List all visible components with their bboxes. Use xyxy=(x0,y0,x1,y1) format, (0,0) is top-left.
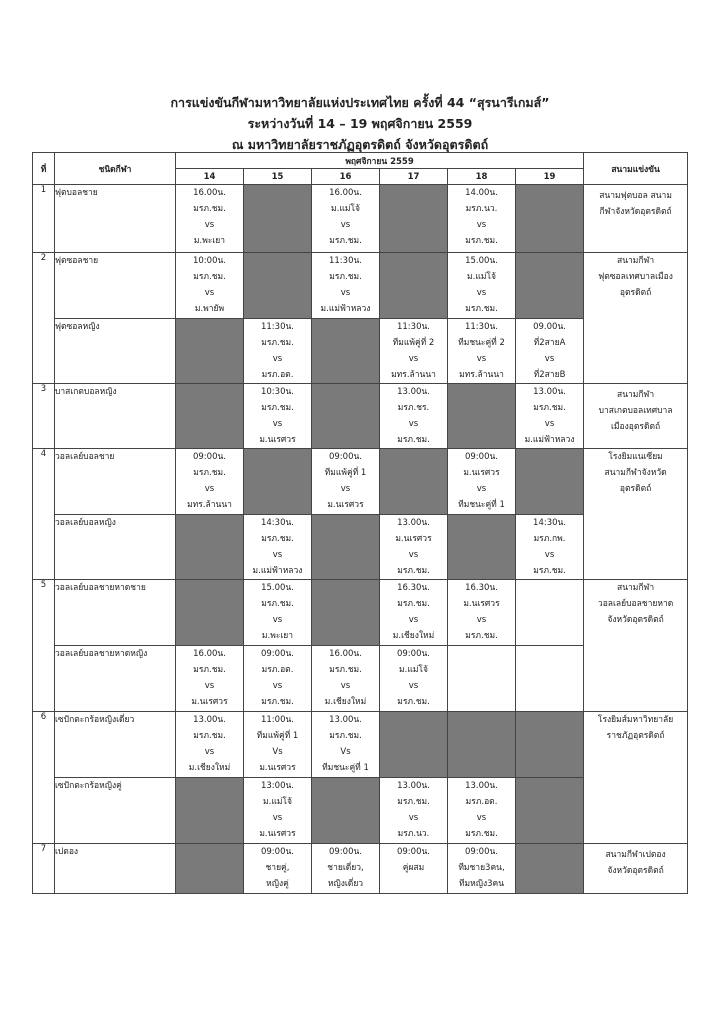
match-line: 09:00น. xyxy=(464,847,498,857)
match-line: ม.พายัพ xyxy=(194,304,225,314)
match-line: 11:30น. xyxy=(260,322,294,332)
match-line: 13.00น. xyxy=(193,715,226,725)
venue-cell xyxy=(584,449,688,580)
venue-line: โรงยิมส์มหาวิทยาลัย xyxy=(597,715,674,725)
title-line: ณ มหาวิทยาลัยราชภัฏอุตรดิตถ์ จังหวัดอุตรดิตถ์ xyxy=(231,137,489,152)
sport-name: เซปักตะกร้อหญิงเดี่ยว xyxy=(55,712,176,778)
match-line: 09:00น. xyxy=(192,452,226,462)
match-line: หญิงเดี่ยว xyxy=(327,879,364,889)
match-line: ทีมหญิง3คน xyxy=(458,879,505,889)
match-cell xyxy=(312,844,380,894)
match-line: 14:30น. xyxy=(533,518,567,528)
venue-cell xyxy=(584,384,688,449)
row-number: 4 xyxy=(33,449,55,580)
match-line: 09:00น. xyxy=(328,847,362,857)
match-line: vs xyxy=(204,288,215,298)
match-line: ม.แม่ฟ้าหลวง xyxy=(524,435,575,445)
no-match-cell xyxy=(516,844,584,894)
schedule-table xyxy=(32,152,688,894)
match-cell xyxy=(380,778,448,844)
match-line: Vs xyxy=(272,747,283,757)
match-line: ทีมแพ้คู่ที่ 1 xyxy=(324,468,367,478)
match-line: 09:00น. xyxy=(396,847,430,857)
venue-line: สนามกีฬาจังหวัด xyxy=(604,468,667,478)
venue-line: บาสเกตบอลเทศบาล xyxy=(598,406,673,416)
match-line: 15.00น. xyxy=(261,583,294,593)
match-line: 13:00น. xyxy=(260,781,294,791)
sport-name: ฟุตซอลหญิง xyxy=(55,319,176,384)
no-match-cell xyxy=(312,580,380,646)
match-line: ม.นเรศวร xyxy=(463,468,500,478)
match-line: vs xyxy=(408,813,419,823)
venue-line: สนามฟุตบอล สนาม xyxy=(599,191,672,201)
match-line: 16.00น. xyxy=(193,188,226,198)
match-line: vs xyxy=(408,681,419,691)
match-line: มรภ.ชม. xyxy=(261,403,294,413)
match-line: vs xyxy=(204,747,215,757)
match-line: ทีมแพ้คู่ที่ 2 xyxy=(392,338,435,348)
venue-line: สนามกีฬา xyxy=(617,583,655,593)
match-cell xyxy=(380,580,448,646)
sport-name: บาสเกตบอลหญิง xyxy=(55,384,176,449)
venue-cell xyxy=(584,580,688,712)
document-title-block xyxy=(0,92,720,155)
match-line: vs xyxy=(272,681,283,691)
header-venue: สนามแข่งขัน xyxy=(584,153,688,185)
match-line: หญิงคู่ xyxy=(266,879,289,889)
header-day: 14 xyxy=(176,169,244,185)
match-line: 16.00น. xyxy=(193,649,226,659)
venue-line: กีฬาจังหวัดอุตรดิตถ์ xyxy=(599,207,672,217)
match-line: ม.นเรศวร xyxy=(259,763,296,773)
sport-name: วอลเลย์บอลชายหาดชาย xyxy=(55,580,176,646)
match-line: 13.00น. xyxy=(465,781,498,791)
match-cell xyxy=(448,580,516,646)
match-line: 09.00น. xyxy=(533,322,566,332)
match-line: มทร.ล้านนา xyxy=(391,370,436,380)
match-line: ทีมแพ้คู่ที่ 1 xyxy=(256,731,299,741)
match-line: มรภ.ชม. xyxy=(533,403,566,413)
match-line: vs xyxy=(340,220,351,230)
match-line: มรภ.ชม. xyxy=(397,797,430,807)
match-line: vs xyxy=(408,419,419,429)
match-line: vs xyxy=(408,615,419,625)
match-line: 09:00น. xyxy=(464,452,498,462)
no-match-cell xyxy=(380,449,448,515)
no-match-cell xyxy=(516,449,584,515)
no-match-cell xyxy=(312,384,380,449)
match-line: มรภ.ชม. xyxy=(261,697,294,707)
title-line: ระหว่างวันที่ 14 – 19 พฤศจิกายน 2559 xyxy=(247,116,473,131)
row-number: 6 xyxy=(33,712,55,844)
match-line: มรภ.ชม. xyxy=(397,697,430,707)
match-cell xyxy=(176,449,244,515)
match-line: มรภ.กพ. xyxy=(533,534,566,544)
venue-cell xyxy=(584,185,688,253)
no-match-cell xyxy=(176,319,244,384)
match-line: 16.30น. xyxy=(397,583,430,593)
no-match-cell xyxy=(516,778,584,844)
row-number: 1 xyxy=(33,185,55,253)
match-line: มรภ.ชม. xyxy=(397,435,430,445)
match-line: ม.แม่โจ้ xyxy=(467,272,496,282)
match-line: ที่2สายB xyxy=(533,370,566,380)
match-cell xyxy=(312,646,380,712)
match-line: vs xyxy=(408,550,419,560)
match-line: ม.นเรศวร xyxy=(395,534,432,544)
row-number: 3 xyxy=(33,384,55,449)
match-line: ม.เชียงใหม่ xyxy=(188,763,231,773)
match-line: vs xyxy=(272,354,283,364)
match-line: 13.00น. xyxy=(397,518,430,528)
match-line: มรภ.ชม. xyxy=(465,236,498,246)
match-line: 13.00น. xyxy=(533,387,566,397)
match-line: vs xyxy=(476,288,487,298)
match-line: มรภ.ชม. xyxy=(329,665,362,675)
match-cell xyxy=(312,712,380,778)
table-row xyxy=(33,253,688,319)
match-line: มรภ.ชม. xyxy=(193,204,226,214)
match-cell xyxy=(448,646,516,712)
venue-line: โรงยิมแนเซียม xyxy=(608,452,663,462)
match-cell xyxy=(244,778,312,844)
match-cell xyxy=(244,515,312,580)
match-line: 11:30น. xyxy=(328,256,362,266)
venue-line: จังหวัดอุตรดิตถ์ xyxy=(607,866,664,876)
match-line: มทร.ล้านนา xyxy=(459,370,504,380)
no-match-cell xyxy=(380,185,448,253)
match-line: 13.00น. xyxy=(397,387,430,397)
match-line: ม.เชียงใหม่ xyxy=(392,631,435,641)
match-line: ม.นเรศวร xyxy=(259,435,296,445)
match-line: ม.แม่โจ้ xyxy=(263,797,292,807)
match-line: 11:30น. xyxy=(464,322,498,332)
sport-name: วอลเลย์บอลชาย xyxy=(55,449,176,515)
match-line: ม.แม่ฟ้าหลวง xyxy=(252,566,303,576)
match-cell xyxy=(244,844,312,894)
match-line: vs xyxy=(272,419,283,429)
match-cell xyxy=(244,712,312,778)
match-cell xyxy=(380,319,448,384)
schedule-body xyxy=(33,185,688,894)
no-match-cell xyxy=(244,449,312,515)
header-sport: ชนิดกีฬา xyxy=(55,153,176,185)
match-cell xyxy=(516,319,584,384)
no-match-cell xyxy=(516,712,584,778)
match-line: 09:00น. xyxy=(260,847,294,857)
match-line: มรภ.ชม. xyxy=(193,468,226,478)
match-line: vs xyxy=(476,484,487,494)
match-line: ที่2สายA xyxy=(533,338,566,348)
match-cell xyxy=(312,185,380,253)
no-match-cell xyxy=(448,515,516,580)
match-line: มรภ.ชม. xyxy=(329,272,362,282)
match-cell xyxy=(516,515,584,580)
match-line: vs xyxy=(544,419,555,429)
match-cell xyxy=(176,646,244,712)
table-row xyxy=(33,580,688,646)
match-line: 11:00น. xyxy=(260,715,294,725)
match-line: มรภ.นว. xyxy=(397,829,430,839)
no-match-cell xyxy=(176,778,244,844)
no-match-cell xyxy=(380,253,448,319)
sport-name: ฟุตซอลชาย xyxy=(55,253,176,319)
no-match-cell xyxy=(244,253,312,319)
match-line: vs xyxy=(204,484,215,494)
match-cell xyxy=(244,646,312,712)
header-day: 15 xyxy=(244,169,312,185)
no-match-cell xyxy=(516,253,584,319)
sport-name: เซปักตะกร้อหญิงคู่ xyxy=(55,778,176,844)
venue-line: เมืองอุตรดิตถ์ xyxy=(611,422,661,432)
venue-cell xyxy=(584,253,688,384)
match-line: มรภ.อต. xyxy=(261,665,294,675)
match-line: มรภ.นว. xyxy=(465,204,498,214)
match-line: มรภ.ชม. xyxy=(397,599,430,609)
match-cell xyxy=(176,185,244,253)
match-line: ม.แม่โจ้ xyxy=(331,204,360,214)
match-cell xyxy=(312,253,380,319)
match-line: 10:00น. xyxy=(192,256,226,266)
match-cell xyxy=(176,712,244,778)
match-line: คู่ผสม xyxy=(402,863,425,873)
match-line: ทีมชนะคู่ที่ 1 xyxy=(322,763,369,773)
match-cell xyxy=(516,580,584,646)
header-day: 19 xyxy=(516,169,584,185)
match-line: 16.00น. xyxy=(329,188,362,198)
venue-line: สนามกีฬา xyxy=(617,256,655,266)
match-line: มรภ.ชม. xyxy=(397,566,430,576)
sport-name: วอลเลย์บอลชายหาดหญิง xyxy=(55,646,176,712)
match-line: ทีมชนะคู่ที่ 1 xyxy=(458,500,505,510)
no-match-cell xyxy=(176,844,244,894)
match-cell xyxy=(176,253,244,319)
venue-line: วอลเลย์บอลชายหาด xyxy=(597,599,674,609)
venue-line: อุตรดิตถ์ xyxy=(619,288,652,298)
match-line: vs xyxy=(272,615,283,625)
match-cell xyxy=(380,384,448,449)
sport-name: วอลเลย์บอลหญิง xyxy=(55,515,176,580)
match-line: 16.30น. xyxy=(465,583,498,593)
match-line: vs xyxy=(204,681,215,691)
match-line: vs xyxy=(544,354,555,364)
no-match-cell xyxy=(380,712,448,778)
match-line: มรภ.ชม. xyxy=(261,338,294,348)
match-cell xyxy=(448,449,516,515)
table-row xyxy=(33,844,688,894)
match-line: vs xyxy=(408,354,419,364)
no-match-cell xyxy=(448,712,516,778)
table-row xyxy=(33,384,688,449)
match-line: vs xyxy=(544,550,555,560)
match-line: ม.นเรศวร xyxy=(463,599,500,609)
match-line: มรภ.ชม. xyxy=(465,304,498,314)
match-line: มรภ.ชร. xyxy=(397,403,430,413)
venue-line: สนามกีฬาเปตอง xyxy=(605,850,666,860)
match-line: vs xyxy=(476,354,487,364)
match-cell xyxy=(516,384,584,449)
match-line: ทีมชาย3คน, xyxy=(458,863,505,873)
match-line: ม.เชียงใหม่ xyxy=(324,697,367,707)
match-line: vs xyxy=(204,220,215,230)
match-line: Vs xyxy=(340,747,351,757)
match-line: vs xyxy=(272,813,283,823)
match-line: vs xyxy=(340,288,351,298)
match-line: vs xyxy=(476,220,487,230)
match-cell xyxy=(448,778,516,844)
no-match-cell xyxy=(312,515,380,580)
match-line: vs xyxy=(476,813,487,823)
venue-line: จังหวัดอุตรดิตถ์ xyxy=(607,615,664,625)
match-line: vs xyxy=(340,681,351,691)
header-no: ที่ xyxy=(33,153,55,185)
match-cell xyxy=(380,515,448,580)
match-line: มรภ.ชม. xyxy=(193,272,226,282)
match-cell xyxy=(448,185,516,253)
no-match-cell xyxy=(448,384,516,449)
match-cell xyxy=(516,646,584,712)
match-line: 16.00น. xyxy=(329,649,362,659)
match-line: vs xyxy=(476,615,487,625)
table-row xyxy=(33,449,688,515)
match-line: 14:30น. xyxy=(260,518,294,528)
no-match-cell xyxy=(176,580,244,646)
table-row xyxy=(33,712,688,778)
row-number: 7 xyxy=(33,844,55,894)
match-cell xyxy=(244,580,312,646)
venue-line: ฟุตซอลเทศบาลเมือง xyxy=(598,272,673,282)
match-line: มรภ.ชม. xyxy=(329,236,362,246)
row-number: 5 xyxy=(33,580,55,712)
match-line: มรภ.ชม. xyxy=(533,566,566,576)
match-line: ชายคู่, xyxy=(265,863,290,873)
no-match-cell xyxy=(176,515,244,580)
match-line: มรภ.ชม. xyxy=(193,665,226,675)
header-day: 16 xyxy=(312,169,380,185)
match-line: ม.นเรศวร xyxy=(259,829,296,839)
match-line: 13.00น. xyxy=(329,715,362,725)
match-cell xyxy=(380,646,448,712)
match-line: ม.แม่ฟ้าหลวง xyxy=(320,304,371,314)
header-month: พฤศจิกายน 2559 xyxy=(176,153,584,169)
match-line: ม.นเรศวร xyxy=(191,697,228,707)
match-cell xyxy=(448,253,516,319)
match-line: 14.00น. xyxy=(465,188,498,198)
match-line: มรภ.อต. xyxy=(465,797,498,807)
match-line: ม.แม่โจ้ xyxy=(399,665,428,675)
venue-cell xyxy=(584,712,688,844)
match-cell xyxy=(380,844,448,894)
match-line: 13.00น. xyxy=(397,781,430,791)
match-line: 09:00น. xyxy=(328,452,362,462)
match-line: มรภ.ชม. xyxy=(465,631,498,641)
match-line: มรภ.ชม. xyxy=(193,731,226,741)
sport-name: เปตอง xyxy=(55,844,176,894)
match-line: 10:30น. xyxy=(260,387,294,397)
no-match-cell xyxy=(176,384,244,449)
match-line: 15.00น. xyxy=(465,256,498,266)
table-row xyxy=(33,185,688,253)
match-cell xyxy=(244,319,312,384)
no-match-cell xyxy=(312,319,380,384)
match-line: ม.นเรศวร xyxy=(327,500,364,510)
header-day: 18 xyxy=(448,169,516,185)
no-match-cell xyxy=(516,185,584,253)
match-cell xyxy=(244,384,312,449)
match-line: ม.พะเยา xyxy=(193,236,226,246)
no-match-cell xyxy=(312,778,380,844)
match-line: 09:00น. xyxy=(396,649,430,659)
match-line: มทร.ล้านนา xyxy=(187,500,232,510)
match-cell xyxy=(312,449,380,515)
match-cell xyxy=(448,844,516,894)
venue-line: อุตรดิตถ์ xyxy=(619,484,652,494)
match-line: มรภ.ชม. xyxy=(261,534,294,544)
match-line: vs xyxy=(340,484,351,494)
match-line: 11:30น. xyxy=(396,322,430,332)
venue-cell xyxy=(584,844,688,894)
row-number: 2 xyxy=(33,253,55,384)
venue-line: สนามกีฬา xyxy=(617,390,655,400)
sport-name: ฟุตบอลชาย xyxy=(55,185,176,253)
match-cell xyxy=(448,319,516,384)
header-day: 17 xyxy=(380,169,448,185)
match-line: มรภ.อต. xyxy=(261,370,294,380)
match-line: ม.พะเยา xyxy=(261,631,294,641)
venue-line: ราชภัฏอุตรดิตถ์ xyxy=(606,731,665,741)
match-line: ทีมชนะคู่ที่ 2 xyxy=(458,338,505,348)
match-line: vs xyxy=(272,550,283,560)
match-line: มรภ.ชม. xyxy=(261,599,294,609)
match-line: มรภ.ชม. xyxy=(465,829,498,839)
match-line: ชายเดี่ยว, xyxy=(327,863,364,873)
match-line: 09:00น. xyxy=(260,649,294,659)
match-line: มรภ.ชม. xyxy=(329,731,362,741)
no-match-cell xyxy=(244,185,312,253)
title-line: การแข่งขันกีฬามหาวิทยาลัยแห่งประเทศไทย ครั้งที่ 44 “สุรนารีเกมส์” xyxy=(170,95,550,110)
